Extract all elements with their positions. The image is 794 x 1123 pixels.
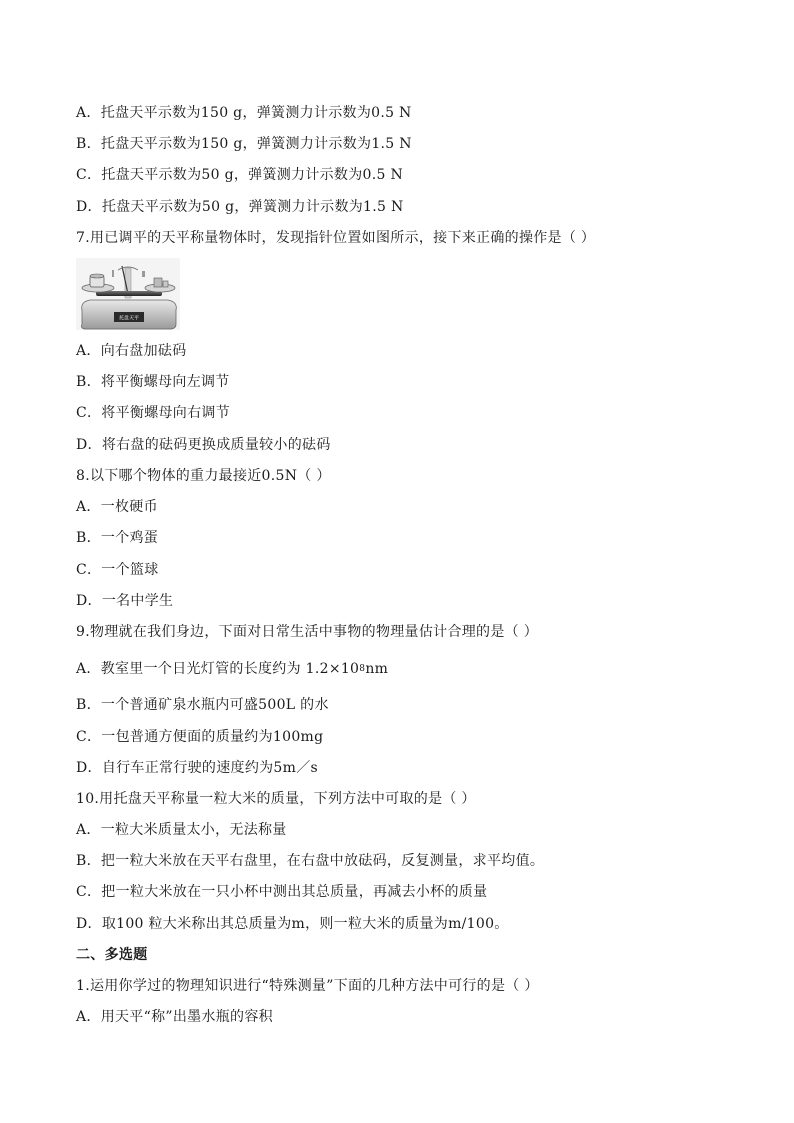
q10-stem: 10.用托盘天平称量一粒大米的质量，下列方法中可取的是（ ） [76, 791, 476, 807]
s2-q1-option-a: A．用天平“称”出墨水瓶的容积 [76, 1009, 273, 1025]
q9-stem: 9.物理就在我们身边，下面对日常生活中事物的物理量估计合理的是（ ） [76, 624, 539, 640]
s2-q1-stem: 1.运用你学过的物理知识进行“特殊测量”下面的几种方法中可行的是（ ） [76, 978, 539, 994]
q6-option-b: B．托盘天平示数为150 g，弹簧测力计示数为1.5 N [76, 136, 412, 152]
q10-option-b: B．把一粒大米放在天平右盘里，在右盘中放砝码，反复测量，求平均值。 [76, 853, 545, 869]
q7-option-b: B．将平衡螺母向左调节 [76, 374, 230, 390]
q7-stem: 7.用已调平的天平称量物体时，发现指针位置如图所示，接下来正确的操作是（ ） [76, 230, 596, 246]
q7-option-a: A．向右盘加砝码 [76, 343, 187, 359]
section-title-multiple-choice: 二、多选题 [76, 947, 148, 963]
balance-label-text: 托盘天平 [118, 315, 140, 322]
q8-option-c: C．一个篮球 [76, 562, 159, 578]
balance-image [76, 258, 180, 330]
q6-option-c: C．托盘天平示数为50 g，弹簧测力计示数为0.5 N [76, 167, 404, 183]
q9-option-d: D．自行车正常行驶的速度约为5m／s [76, 760, 318, 776]
q8-option-b: B．一个鸡蛋 [76, 530, 159, 546]
q6-option-d: D．托盘天平示数为50 g，弹簧测力计示数为1.5 N [76, 199, 404, 215]
q9-option-b: B．一个普通矿泉水瓶内可盛500L 的水 [76, 697, 329, 713]
q10-option-c: C．把一粒大米放在一只小杯中测出其总质量，再减去小杯的质量 [76, 884, 488, 900]
balance-figure [76, 258, 180, 330]
q8-option-d: D．一名中学生 [76, 593, 174, 609]
q9-option-a-exponent: 8 [359, 664, 366, 674]
q8-stem: 8.以下哪个物体的重力最接近0.5N（ ） [76, 468, 331, 484]
q10-option-d: D．取100 粒大米称出其总质量为m，则一粒大米的质量为m/100。 [76, 916, 509, 932]
q6-option-a: A．托盘天平示数为150 g，弹簧测力计示数为0.5 N [76, 105, 412, 121]
q7-option-d: D．将右盘的砝码更换成质量较小的砝码 [76, 437, 331, 453]
q7-option-c: C．将平衡螺母向右调节 [76, 405, 231, 421]
q10-option-a: A．一粒大米质量太小，无法称量 [76, 822, 287, 838]
q9-option-a [76, 660, 388, 680]
q8-option-a: A．一枚硬币 [76, 499, 158, 515]
q9-option-a-text: A．教室里一个日光灯管的长度约为 1.2×10 [76, 661, 360, 677]
q9-option-c: C．一包普通方便面的质量约为100mg [76, 729, 324, 745]
q9-option-a-unit: nm [365, 661, 389, 677]
